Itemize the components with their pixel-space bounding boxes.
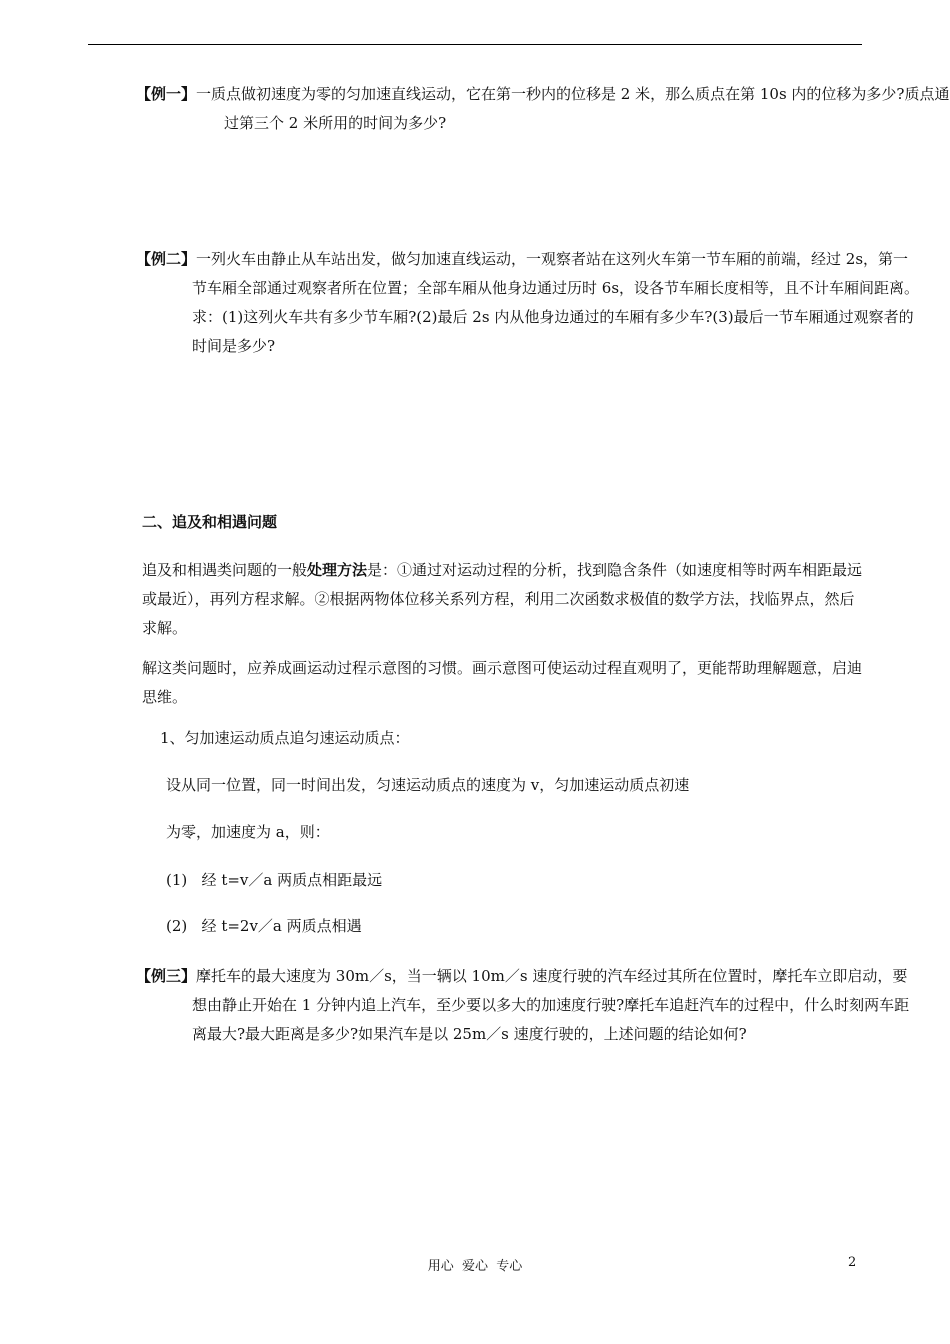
- condition-1: (1) 经 t=v／a 两质点相距最远: [166, 871, 383, 889]
- footer-motto: 用心 爱心 专心: [427, 1259, 523, 1274]
- method-paragraph-after: 是：①通过对运动过程的分析，找到隐含条件（如速度相等时两车相距最远或最近），再列方程求解。②根据两物体位移关系列方程，利用二次函数求极值的数学方法，找临界点，然后求解。: [142, 561, 863, 637]
- example-1-label: 【例一】: [136, 85, 197, 103]
- example-1-text: 一质点做初速度为零的匀加速直线运动，它在第一秒内的位移是 2 米，那么质点在第 10s 内的位移为多少?质点通过第三个 2 米所用的时间为多少?: [196, 85, 950, 132]
- method-paragraph-before: 追及和相遇类问题的一般: [142, 561, 308, 579]
- method-paragraph: [142, 556, 864, 643]
- example-3: [136, 962, 920, 1049]
- example-2-text: 一列火车由静止从车站出发，做匀加速直线运动，一观察者站在这列火车第一节车厢的前端，经过 2s，第一节车厢全部通过观察者所在位置；全部车厢从他身边通过历时 6s，设各节车厢长度相等，且不计车厢间距离。求：(1)这列火车共有多少节车厢?(2)最后 2s 内从他身边通过的车厢有多少车?(3)最后一节车厢通过观察者的时间是多少?: [192, 250, 920, 355]
- setup-line-2: 为零，加速度为 a，则：: [166, 823, 330, 841]
- example-1: [136, 80, 950, 138]
- method-paragraph-bold: 处理方法: [307, 561, 368, 579]
- example-2: [136, 245, 920, 361]
- section-2-heading: 二、追及和相遇问题: [142, 513, 278, 531]
- example-3-text: 摩托车的最大速度为 30m／s，当一辆以 10m／s 速度行驶的汽车经过其所在位置时，摩托车立即启动，要想由静止开始在 1 分钟内追上汽车，至少要以多大的加速度行驶?摩托车追赶汽车的过程中，什么时刻两车距离最大?最大距离是多少?如果汽车是以 25m／s 速度行驶的，上述问题的结论如何?: [192, 967, 910, 1043]
- item-1-heading: 1、匀加速运动质点追匀速运动质点：: [160, 729, 410, 747]
- setup-line-1: 设从同一位置，同一时间出发，匀速运动质点的速度为 v，匀加速运动质点初速: [166, 776, 690, 794]
- example-3-label: 【例三】: [136, 967, 197, 985]
- header-rule: [88, 44, 862, 45]
- example-2-label: 【例二】: [136, 250, 197, 268]
- condition-2: (2) 经 t=2v／a 两质点相遇: [166, 917, 362, 935]
- diagram-habit-paragraph: 解这类问题时，应养成画运动过程示意图的习惯。画示意图可使运动过程直观明了，更能帮助理解题意，启迪思维。: [142, 659, 863, 706]
- page-number: 2: [848, 1255, 857, 1270]
